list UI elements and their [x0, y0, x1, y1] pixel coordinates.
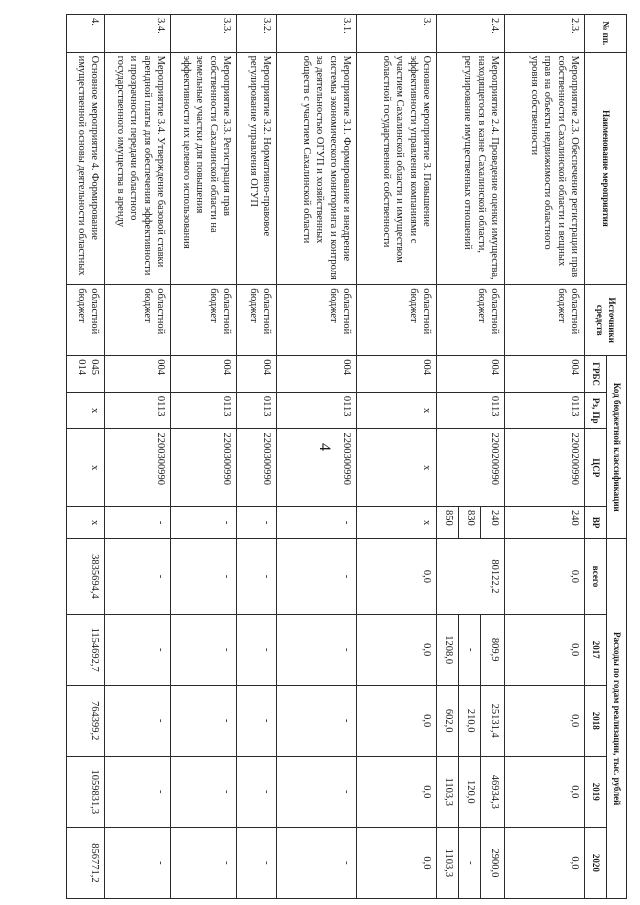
row-2020: -: [105, 827, 171, 898]
row-source: областной бюджет: [505, 285, 585, 356]
row-source: областной бюджет: [171, 285, 237, 356]
row-2019: 1103,3: [437, 756, 459, 827]
row-2017: 809,9: [481, 614, 505, 685]
row-2020: -: [237, 827, 277, 898]
row-vr: 830: [459, 506, 481, 538]
row-total: 3835694,4: [67, 539, 105, 614]
row-vr: -: [237, 506, 277, 538]
row-rzpr: 0113: [105, 392, 171, 429]
row-name: Мероприятие 3.3. Регистрация прав собственности Сахалинской области на земельные участки для повышения эффективности их целевого использования: [171, 52, 237, 285]
row-vr: 850: [437, 506, 459, 538]
row-grbs: 004: [505, 356, 585, 393]
row-num: 3.2.: [237, 15, 277, 53]
row-csr: х: [67, 429, 105, 507]
row-vr: 240: [481, 506, 505, 538]
row-grbs: 004: [237, 356, 277, 393]
row-2018: -: [171, 685, 237, 756]
table-row: [277, 15, 357, 899]
row-num: 3.1.: [277, 15, 357, 53]
row-2019: 0,0: [357, 756, 437, 827]
row-source: областной бюджет: [357, 285, 437, 356]
row-2019: -: [171, 756, 237, 827]
table-row: [237, 15, 277, 899]
row-grbs: 004: [277, 356, 357, 393]
row-2018: -: [237, 685, 277, 756]
header-csr: ЦСР: [585, 429, 607, 507]
header-source: Источники средств: [585, 285, 627, 356]
header-2018: 2018: [585, 685, 607, 756]
row-csr: 2200300990: [105, 429, 171, 507]
row-2020: 0,0: [505, 827, 585, 898]
row-grbs: 004: [437, 356, 505, 393]
row-2020: 0,0: [357, 827, 437, 898]
row-vr: х: [67, 506, 105, 538]
row-2017: -: [277, 614, 357, 685]
table-row: [357, 15, 437, 899]
row-name: Мероприятие 3.1. Формирование и внедрение системы экономического мониторинга и контроля за деятельностью ОГУП и хозяйственных обществ с участием Сахалинской области: [277, 52, 357, 285]
row-2020: -: [171, 827, 237, 898]
header-code-group: Код бюджетной классификации: [607, 356, 627, 539]
row-2017: -: [459, 614, 481, 685]
row-vr: х: [357, 506, 437, 538]
row-name: Основное мероприятие 3. Повышение эффективности управления компаниями с участием Сахалинской области и имуществом областной государственной собственности: [357, 52, 437, 285]
row-source: областной бюджет: [237, 285, 277, 356]
header-grbs: ГРБС: [585, 356, 607, 393]
row-vr: -: [105, 506, 171, 538]
row-num: 2.4.: [437, 15, 505, 53]
row-2018: -: [105, 685, 171, 756]
header-2017: 2017: [585, 614, 607, 685]
row-2017: 1208,0: [437, 614, 459, 685]
row-2020: 856771,2: [67, 827, 105, 898]
row-2019: -: [105, 756, 171, 827]
header-expenses-group: Расходы по годам реализации, тыс. рублей: [607, 539, 627, 899]
table-row: [505, 15, 585, 899]
row-2017: 1154692,7: [67, 614, 105, 685]
row-name: Мероприятие 3.4. Утверждение базовой ставки арендной платы для обеспечения эффективности и прозрачности передачи областного государственного имущества в аренду: [105, 52, 171, 285]
row-2019: -: [237, 756, 277, 827]
row-rzpr: 0113: [237, 392, 277, 429]
row-rzpr: х: [357, 392, 437, 429]
row-rzpr: х: [67, 392, 105, 429]
row-2018: 764399,2: [67, 685, 105, 756]
row-num: 3.4.: [105, 15, 171, 53]
row-2018: -: [277, 685, 357, 756]
row-2019: -: [277, 756, 357, 827]
row-2018: 0,0: [357, 685, 437, 756]
row-total: 0,0: [357, 539, 437, 614]
row-2020: -: [459, 827, 481, 898]
row-csr: 2200200990: [437, 429, 505, 507]
row-grbs: 004: [357, 356, 437, 393]
row-total: 80122,2: [437, 539, 505, 614]
header-rzpr: Рз, Пр: [585, 392, 607, 429]
table-row: [481, 15, 505, 899]
row-total: -: [277, 539, 357, 614]
table-row: [105, 15, 171, 899]
row-2019: 46934,3: [481, 756, 505, 827]
row-2018: 602,0: [437, 685, 459, 756]
row-2018: 210,0: [459, 685, 481, 756]
row-2018: 25131,4: [481, 685, 505, 756]
row-rzpr: 0113: [437, 392, 505, 429]
row-source: областной бюджет: [105, 285, 171, 356]
table-row: [67, 15, 105, 899]
row-grbs: 045 014: [67, 356, 105, 393]
row-name: Мероприятие 2.3. Обеспечение регистрации прав собственности Сахалинской области и вещных прав на объекты недвижимости областного уровня собственности: [505, 52, 585, 285]
row-total: -: [171, 539, 237, 614]
row-csr: 2200300990: [277, 429, 357, 507]
row-name: Основное мероприятие 4. Формирование имущественной основы деятельности областных: [67, 52, 105, 285]
row-vr: 240: [505, 506, 585, 538]
row-num: 3.3.: [171, 15, 237, 53]
row-rzpr: 0113: [505, 392, 585, 429]
header-name: Наименование мероприятия: [585, 52, 627, 285]
page-number: 4: [316, 443, 333, 451]
row-2020: 2900,0: [481, 827, 505, 898]
row-rzpr: 0113: [171, 392, 237, 429]
row-rzpr: 0113: [277, 392, 357, 429]
row-total: -: [105, 539, 171, 614]
row-source: областной бюджет: [67, 285, 105, 356]
header-total: всего: [585, 539, 607, 614]
row-csr: 2200300990: [237, 429, 277, 507]
row-2020: 1103,3: [437, 827, 459, 898]
row-2017: 0,0: [357, 614, 437, 685]
row-num: 3.: [357, 15, 437, 53]
row-2020: -: [277, 827, 357, 898]
row-vr: -: [171, 506, 237, 538]
row-source: областной бюджет: [437, 285, 505, 356]
row-2018: 0,0: [505, 685, 585, 756]
row-2019: 1059831,3: [67, 756, 105, 827]
row-2017: 0,0: [505, 614, 585, 685]
row-vr: -: [277, 506, 357, 538]
header-2019: 2019: [585, 756, 607, 827]
row-2017: -: [105, 614, 171, 685]
row-csr: х: [357, 429, 437, 507]
row-csr: 2200300990: [171, 429, 237, 507]
row-name: Мероприятие 2.4. Проведение оценки имущества, находящегося в казне Сахалинской области, регулирование имущественных отношений: [437, 52, 505, 285]
row-total: -: [237, 539, 277, 614]
row-2017: -: [237, 614, 277, 685]
row-csr: 2200200990: [505, 429, 585, 507]
header-num: № пп.: [585, 15, 627, 53]
row-total: 0,0: [505, 539, 585, 614]
row-2019: 0,0: [505, 756, 585, 827]
expenses-table: [66, 14, 627, 899]
row-num: 2.3.: [505, 15, 585, 53]
table-row: [171, 15, 237, 899]
row-grbs: 004: [105, 356, 171, 393]
header-2020: 2020: [585, 827, 607, 898]
row-2017: -: [171, 614, 237, 685]
row-source: областной бюджет: [277, 285, 357, 356]
row-num: 4.: [67, 15, 105, 53]
row-name: Мероприятие 3.2. Нормативно-правовое регулирование управления ОГУП: [237, 52, 277, 285]
row-2019: 120,0: [459, 756, 481, 827]
row-grbs: 004: [171, 356, 237, 393]
header-vr: ВР: [585, 506, 607, 538]
